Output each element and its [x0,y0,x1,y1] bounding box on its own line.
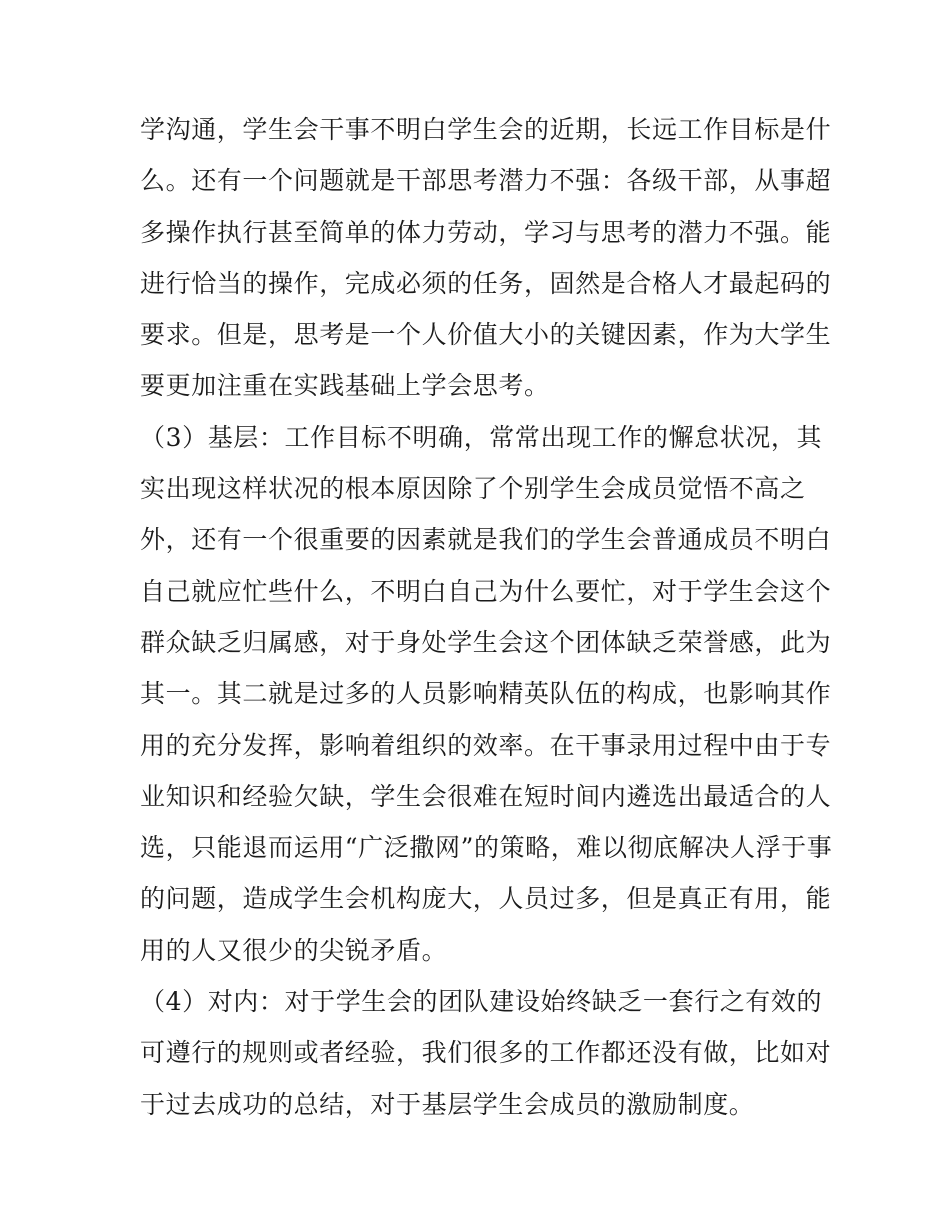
text-line: 群众缺乏归属感，对于身处学生会这个团体缺乏荣誉感，此为 [140,627,832,657]
text-line: 选，只能退而运用“广泛撒网”的策略，难以彻底解决人浮于事 [140,833,833,863]
text-line: （3）基层：工作目标不明确，常常出现工作的懈怠状况，其 [140,422,823,452]
text-line: 于过去成功的总结，对于基层学生会成员的激励制度。 [140,1089,755,1119]
text-line: 外，还有一个很重要的因素就是我们的学生会普通成员不明白 [140,525,832,555]
text-line: 的问题，造成学生会机构庞大，人员过多，但是真正有用，能 [140,884,832,914]
text-line: 学沟通，学生会干事不明白学生会的近期，长远工作目标是什 [140,115,832,144]
text-line: 要更加注重在实践基础上学会思考。 [140,371,550,401]
text-line: 进行恰当的操作，完成必须的任务，固然是合格人才最起码的 [140,268,832,298]
body-text [140,104,833,1130]
text-line: 业知识和经验欠缺，学生会很难在短时间内遴选出最适合的人 [140,781,832,811]
text-line: 其一。其二就是过多的人员影响精英队伍的构成，也影响其作 [140,679,832,709]
text-line: 可遵行的规则或者经验，我们很多的工作都还没有做，比如对 [140,1038,832,1068]
text-line: 实出现这样状况的根本原因除了个别学生会成员觉悟不高之 [140,474,806,504]
text-line: 要求。但是，思考是一个人价值大小的关键因素，作为大学生 [140,320,832,350]
text-line: 么。还有一个问题就是干部思考潜力不强：各级干部，从事超 [140,166,832,196]
text-line: 多操作执行甚至简单的体力劳动，学习与思考的潜力不强。能 [140,217,832,247]
text-line: 用的人又很少的尖锐矛盾。 [140,935,448,965]
text-line: 用的充分发挥，影响着组织的效率。在干事录用过程中由于专 [140,730,832,760]
text-line: （4）对内：对于学生会的团队建设始终缺乏一套行之有效的 [140,987,823,1017]
text-line: 自己就应忙些什么，不明白自己为什么要忙，对于学生会这个 [140,576,832,606]
